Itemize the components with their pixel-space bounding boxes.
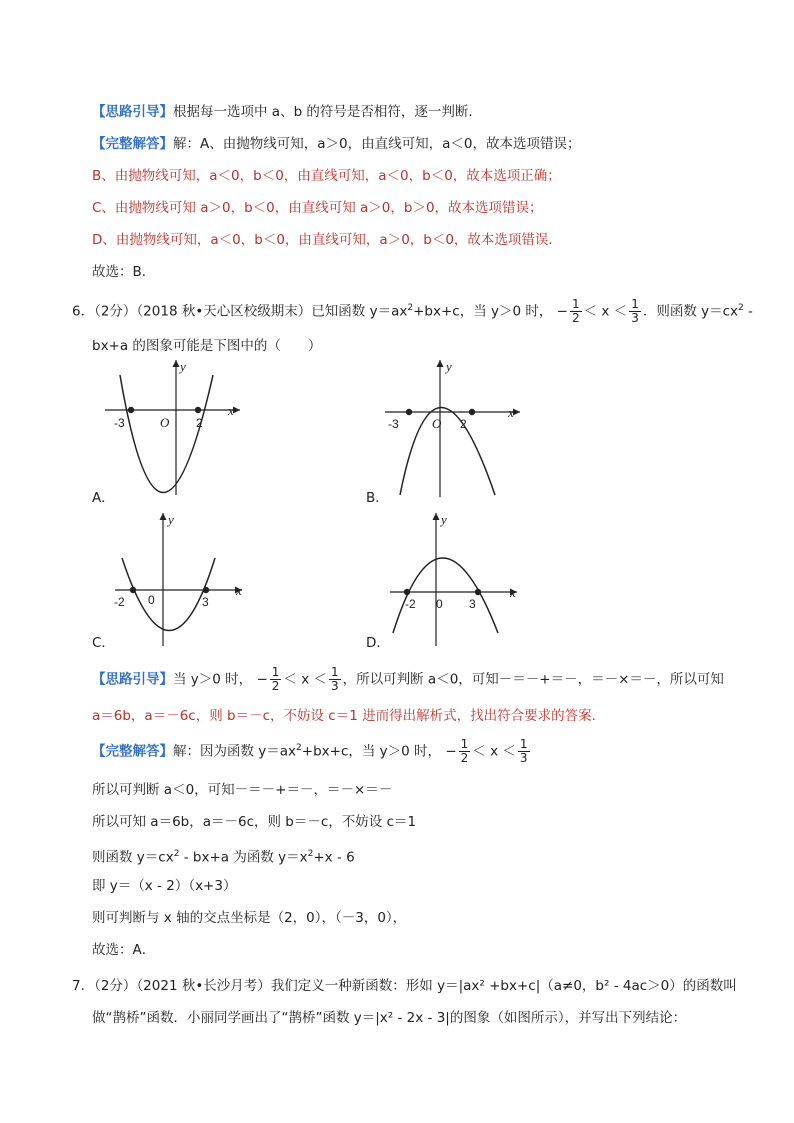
origin-label: O	[160, 415, 170, 430]
root-label-left: -2	[114, 595, 125, 609]
denominator: 2	[571, 311, 580, 325]
y-axis-label: y	[441, 512, 447, 527]
question-score: （2分）	[94, 978, 137, 994]
graph-d	[385, 508, 535, 648]
y-axis-label: y	[446, 359, 452, 374]
y-axis-label: y	[180, 359, 186, 374]
fraction-right	[329, 666, 341, 693]
x-axis-label: x	[508, 405, 514, 420]
numerator: 1	[519, 737, 528, 751]
numerator: 1	[571, 297, 580, 311]
numerator: 1	[460, 737, 469, 751]
graph-c	[110, 508, 260, 648]
answer-text: +x - 6	[313, 849, 355, 866]
root-label-left: -2	[405, 597, 416, 611]
exponent: 2	[296, 743, 302, 753]
fraction-left	[270, 666, 282, 693]
x-axis-label: x	[510, 585, 516, 600]
answer-text: 解：因为函数 y＝ax	[173, 743, 297, 760]
graph-b	[380, 355, 530, 505]
option-a-label: A．	[92, 490, 115, 506]
root-label-left: -3	[114, 416, 125, 430]
q7-stem	[72, 976, 737, 996]
root-label-right: 2	[460, 417, 467, 431]
minus-sign: −	[256, 671, 268, 688]
root-label-right: 2	[196, 416, 203, 430]
denominator: 3	[331, 679, 339, 693]
inequality: ＜ x ＜	[583, 303, 628, 320]
origin-label: 0	[436, 597, 443, 611]
minus-sign: −	[556, 303, 568, 320]
hint-text: 根据每一选项中 a、b 的符号是否相符，逐一判断．	[173, 104, 482, 120]
option-d-label: D．	[366, 635, 390, 651]
exponent: 2	[407, 303, 414, 313]
q5-answer	[92, 134, 580, 154]
question-source: （2021 秋•长沙月考）	[136, 978, 271, 994]
q6-stem	[72, 298, 753, 325]
answer-tag: 【完整解答】	[92, 136, 173, 152]
graph-a	[100, 355, 250, 505]
origin-label: O	[432, 416, 442, 431]
answer-text: - bx+a 为函数 y＝x	[179, 849, 308, 866]
answer-tag: 【完整解答】	[92, 743, 173, 760]
option-c-label: C．	[92, 635, 115, 651]
q6-answer	[92, 738, 532, 765]
fraction-right	[629, 298, 641, 325]
answer-text: +bx+c，当 y＞0 时，	[301, 743, 442, 760]
root-label-left: -3	[388, 417, 399, 431]
fraction-right	[518, 738, 530, 765]
exponent: 2	[307, 849, 314, 859]
q6-choice: 故选：A．	[92, 942, 156, 958]
q5-answer-c: C、由抛物线可知 a＞0，b＜0，由直线可知 a＞0，b＞0，故本选项错误；	[92, 200, 543, 216]
q6-hint-line2: a＝6b，a＝－6c，则 b＝－c，不妨设 c＝1 进而得出解析式，找出符合要求的答案．	[92, 708, 606, 724]
denominator: 2	[460, 751, 469, 765]
question-score: （2分）	[94, 303, 137, 320]
question-number: 7．	[72, 978, 95, 994]
numerator: 1	[271, 665, 280, 679]
denominator: 2	[271, 679, 280, 693]
root-label-right: 3	[469, 597, 476, 611]
q6-answer-line3: 所以可知 a＝6b，a＝－6c，则 b＝－c，不妨设 c＝1	[92, 814, 417, 830]
q5-choice: 故选：B．	[92, 264, 156, 280]
origin-label: 0	[148, 593, 155, 607]
question-number: 6．	[72, 303, 95, 320]
denominator: 3	[519, 751, 528, 765]
x-axis-label: x	[228, 403, 234, 418]
denominator: 3	[631, 311, 639, 325]
q6-answer-line4	[92, 844, 355, 868]
y-axis-label: y	[168, 512, 174, 527]
q6-stem-line2: bx+a 的图象可能是下图中的（ ）	[92, 338, 322, 354]
hint-tag: 【思路引导】	[92, 671, 173, 688]
stem-text: -	[743, 303, 753, 320]
question-source: （2018 秋•天心区校级期末）	[136, 303, 312, 320]
q6-answer-line2: 所以可判断 a＜0，可知－＝－+＝－，＝－×＝－	[92, 782, 393, 798]
hint-tag: 【思路引导】	[92, 104, 173, 120]
q5-hint	[92, 102, 482, 122]
numerator: 1	[331, 665, 339, 679]
minus-sign: −	[445, 743, 457, 760]
x-axis-label: x	[236, 583, 242, 598]
hint-text: 当 y＞0 时，	[173, 671, 253, 688]
q5-answer-b: B、由抛物线可知，a＜0，b＜0，由直线可知，a＜0，b＜0，故本选项正确；	[92, 168, 561, 184]
numerator: 1	[631, 297, 639, 311]
stem-text: +bx+c，当 y＞0 时，	[413, 303, 553, 320]
inequality: ＜ x ＜	[283, 671, 327, 688]
root-label-right: 3	[202, 595, 209, 609]
q6-answer-line5: 即 y＝（x - 2）（x+3）	[92, 878, 237, 894]
fraction-left	[459, 738, 471, 765]
fraction-left	[570, 298, 582, 325]
answer-text: 则函数 y＝cx	[92, 849, 174, 866]
answer-line: 解：A、由抛物线可知，a＞0，由直线可知，a＜0，故本选项错误；	[173, 136, 581, 152]
q7-stem-line2: 做“鹊桥”函数．小丽同学画出了“鹊桥”函数 y＝|x² - 2x - 3|的图象（如图所示），并写出下列结论：	[92, 1010, 687, 1026]
stem-text: 我们定义一种新函数：形如 y＝|ax² +bx+c|（a≠0，b² - 4ac＞0）的函数叫	[270, 978, 737, 994]
q6-answer-line6: 则可判断与 x 轴的交点坐标是（2，0），（－3，0），	[92, 910, 407, 926]
hint-text: ，所以可判断 a＜0，可知－＝－+＝－，＝－×＝－，所以可知	[342, 671, 724, 688]
option-b-label: B．	[366, 490, 389, 506]
q5-answer-d: D、由抛物线可知，a＜0，b＜0，由直线可知，a＞0，b＜0，故本选项错误．	[92, 232, 562, 248]
stem-text: 已知函数 y＝ax	[311, 303, 408, 320]
inequality: ＜ x ＜	[472, 743, 516, 760]
exponent: 2	[738, 303, 744, 313]
exponent: 2	[173, 849, 180, 859]
stem-text: ．则函数 y＝cx	[642, 303, 739, 320]
q6-hint	[92, 666, 724, 693]
